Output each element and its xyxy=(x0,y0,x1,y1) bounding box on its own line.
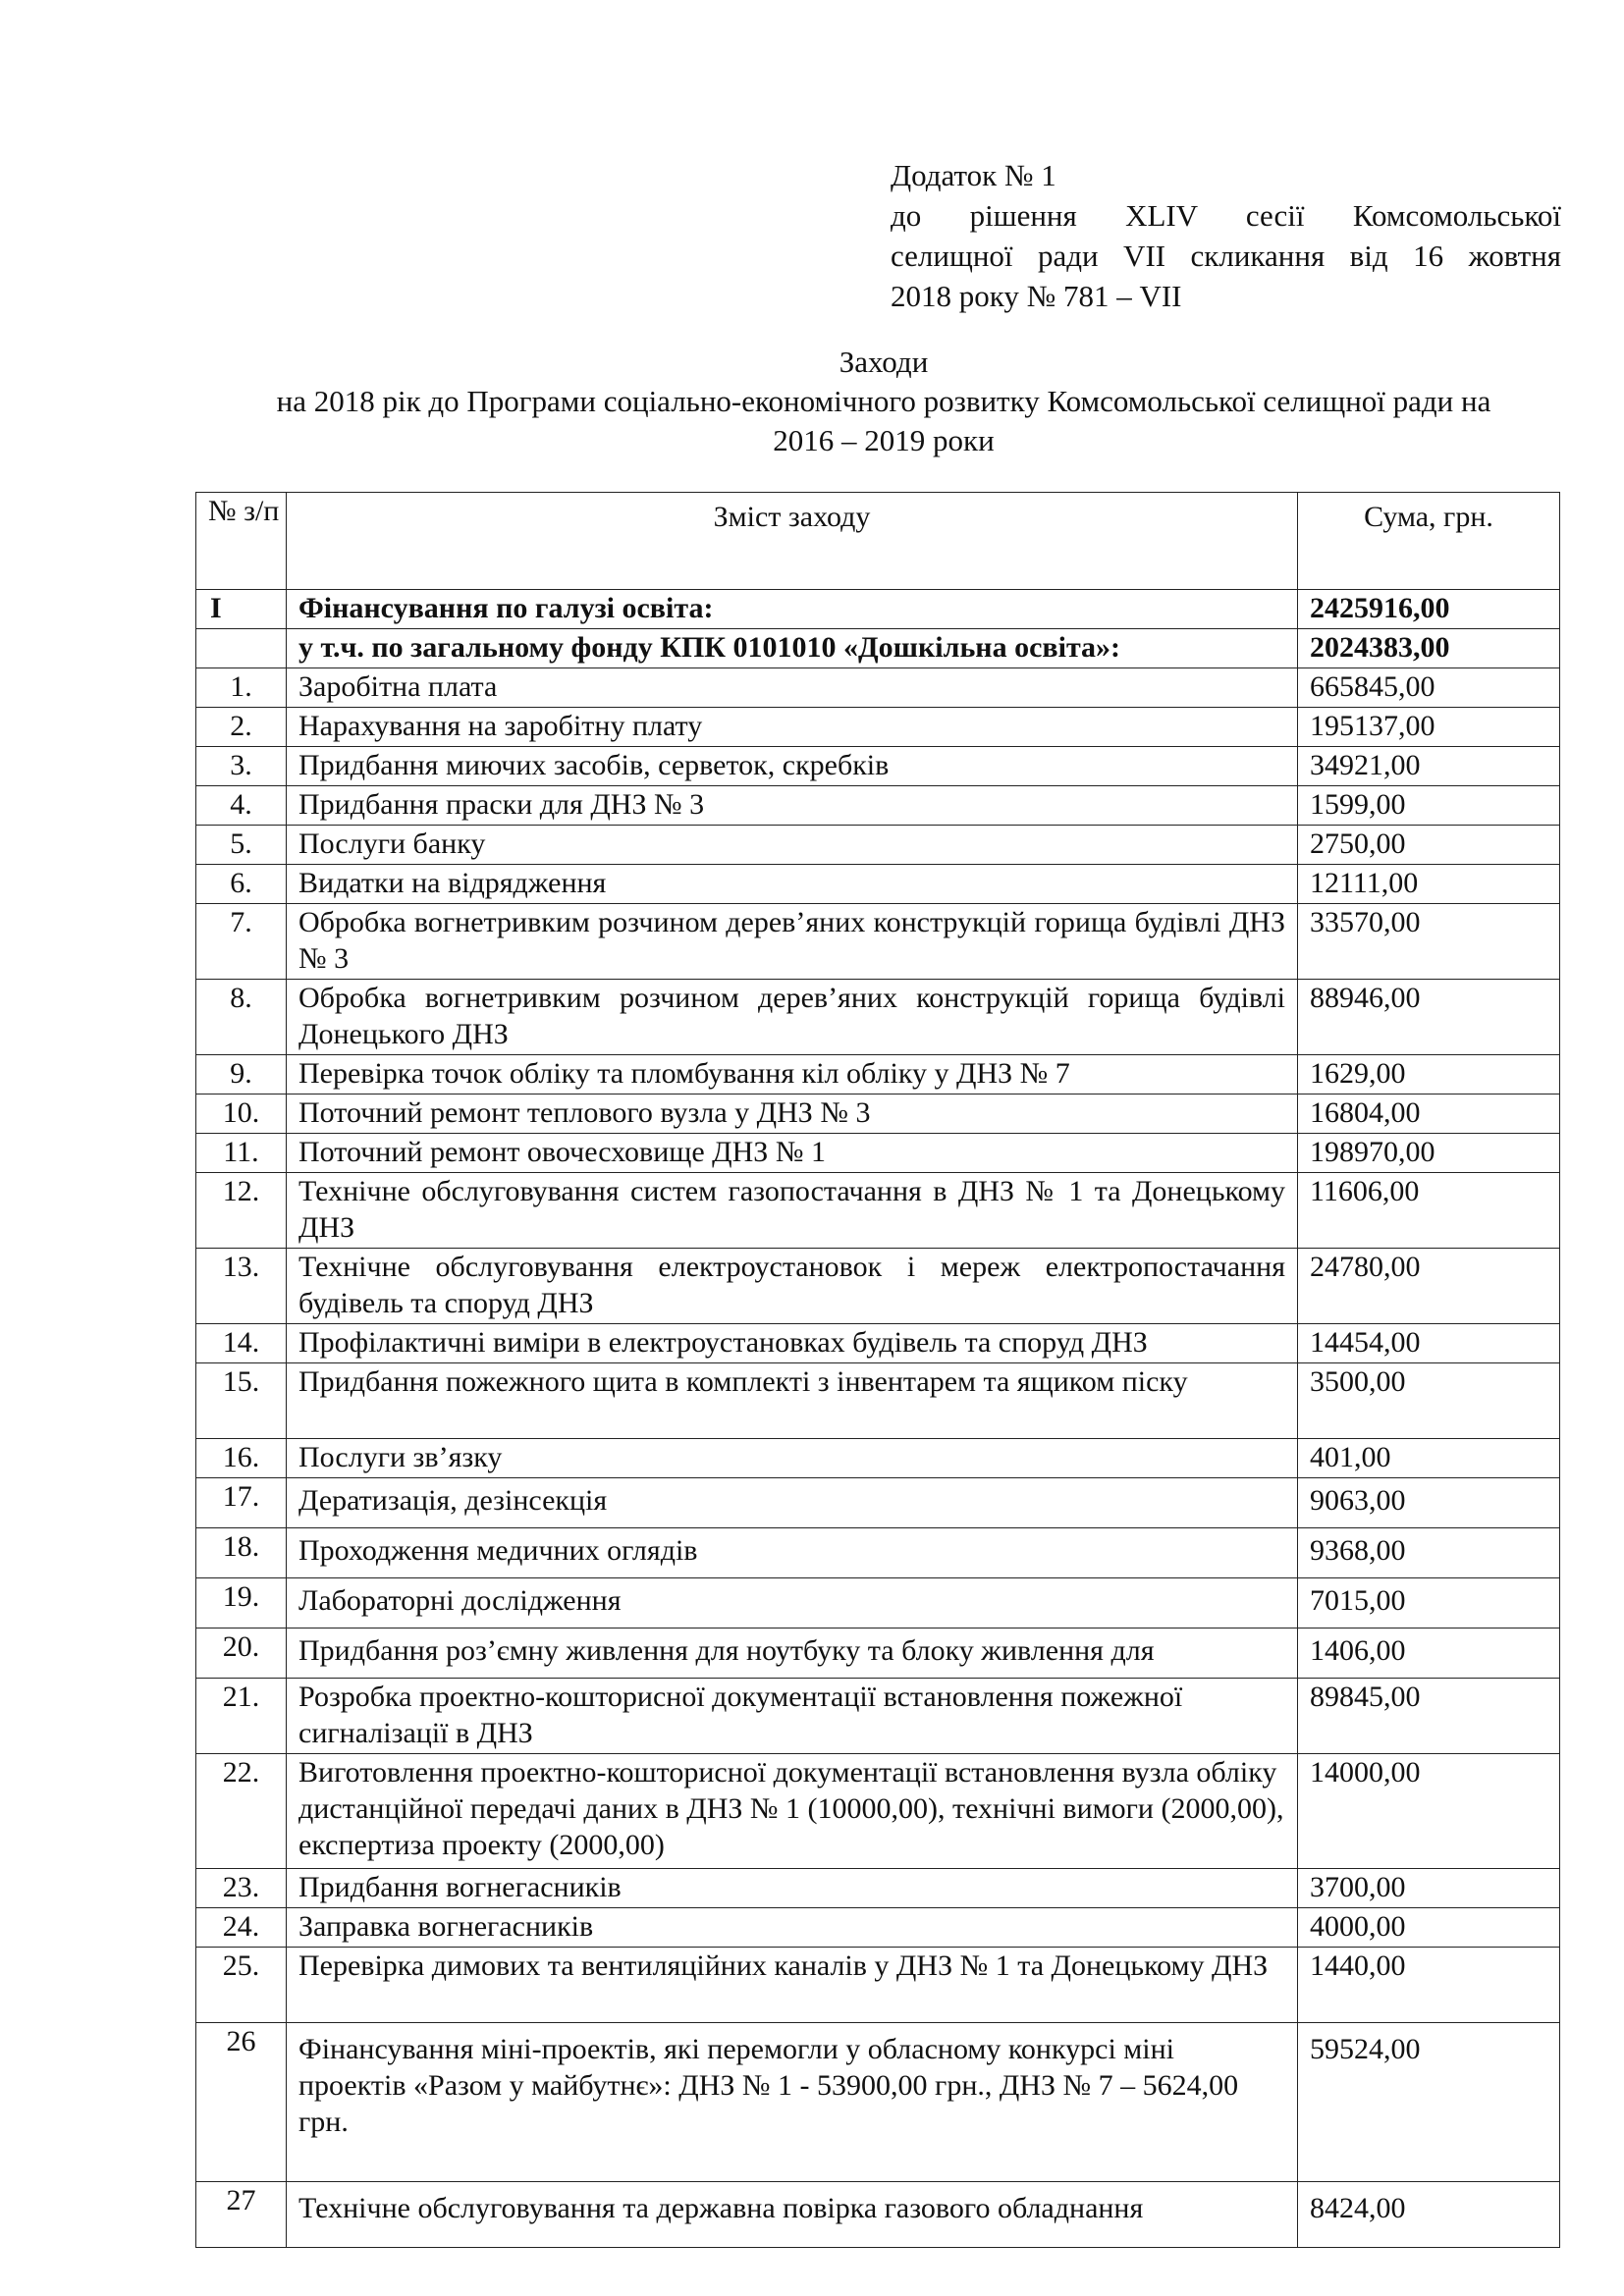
row-number: 20. xyxy=(196,1629,287,1679)
subsection-amount: 2024383,00 xyxy=(1298,629,1560,668)
appendix-number: Додаток № 1 xyxy=(891,158,1056,192)
row-number: 1. xyxy=(196,668,287,708)
row-description: Розробка проектно-кошторисної документації встановлення пожежної сигналізації в ДНЗ xyxy=(287,1679,1298,1754)
row-description: Дератизація, дезінсекція xyxy=(287,1478,1298,1528)
row-amount: 3500,00 xyxy=(1298,1363,1560,1439)
section-number: І xyxy=(196,590,287,629)
subsection-row xyxy=(196,629,1560,668)
row-description: Перевірка точок обліку та пломбування кіл обліку у ДНЗ № 7 xyxy=(287,1055,1298,1095)
row-number: 27 xyxy=(196,2182,287,2248)
row-amount: 7015,00 xyxy=(1298,1578,1560,1629)
row-description: Придбання праски для ДНЗ № 3 xyxy=(287,786,1298,826)
row-number: 15. xyxy=(196,1363,287,1439)
table-row xyxy=(196,1055,1560,1095)
table-row xyxy=(196,1754,1560,1869)
row-amount: 3700,00 xyxy=(1298,1869,1560,1908)
row-amount: 195137,00 xyxy=(1298,708,1560,747)
row-amount: 4000,00 xyxy=(1298,1908,1560,1948)
section-row xyxy=(196,590,1560,629)
row-description: Придбання пожежного щита в комплекті з інвентарем та ящиком піску xyxy=(287,1363,1298,1439)
row-amount: 1599,00 xyxy=(1298,786,1560,826)
heading-subtitle: на 2018 рік до Програми соціально-економічного розвитку Комсомольської селищної ради на xyxy=(276,384,1491,418)
row-amount: 1440,00 xyxy=(1298,1948,1560,2023)
row-number: 3. xyxy=(196,747,287,786)
row-description: Технічне обслуговування та державна повірка газового обладнання xyxy=(287,2182,1298,2248)
row-amount: 401,00 xyxy=(1298,1439,1560,1478)
row-description: Перевірка димових та вентиляційних каналів у ДНЗ № 1 та Донецькому ДНЗ xyxy=(287,1948,1298,2023)
row-number: 16. xyxy=(196,1439,287,1478)
row-number: 17. xyxy=(196,1478,287,1528)
row-amount: 14454,00 xyxy=(1298,1324,1560,1363)
row-amount: 14000,00 xyxy=(1298,1754,1560,1869)
table-row xyxy=(196,904,1560,980)
table-row xyxy=(196,708,1560,747)
row-number: 18. xyxy=(196,1528,287,1578)
appendix-council-line: селищної ради VII скликання від 16 жовтня xyxy=(891,239,1561,273)
row-number: 11. xyxy=(196,1134,287,1173)
table-row xyxy=(196,1324,1560,1363)
row-number: 26 xyxy=(196,2023,287,2182)
table-row xyxy=(196,1173,1560,1249)
row-amount: 9368,00 xyxy=(1298,1528,1560,1578)
appendix-reference xyxy=(891,155,1561,316)
row-number: 2. xyxy=(196,708,287,747)
row-number: 10. xyxy=(196,1095,287,1134)
row-description: Заправка вогнегасників xyxy=(287,1908,1298,1948)
row-description: Послуги банку xyxy=(287,826,1298,865)
row-number: 4. xyxy=(196,786,287,826)
table-row xyxy=(196,1439,1560,1478)
row-description: Фінансування міні-проектів, які перемогли у обласному конкурсі міні проектів «Разом у майбутнє»: ДНЗ № 1 - 53900,00 грн., ДНЗ № 7 – 5624,00 грн. xyxy=(287,2023,1298,2182)
row-amount: 11606,00 xyxy=(1298,1173,1560,1249)
row-number: 19. xyxy=(196,1578,287,1629)
appendix-date-line: 2018 року № 781 – VII xyxy=(891,279,1182,313)
table-row xyxy=(196,2182,1560,2248)
row-amount: 1629,00 xyxy=(1298,1055,1560,1095)
table-row xyxy=(196,1869,1560,1908)
table-row xyxy=(196,1134,1560,1173)
row-description: Поточний ремонт теплового вузла у ДНЗ № 3 xyxy=(287,1095,1298,1134)
table-row xyxy=(196,1908,1560,1948)
row-number: 12. xyxy=(196,1173,287,1249)
row-amount: 89845,00 xyxy=(1298,1679,1560,1754)
heading-years: 2016 – 2019 роки xyxy=(773,423,995,457)
row-description: Профілактичні виміри в електроустановках будівель та споруд ДНЗ xyxy=(287,1324,1298,1363)
row-amount: 1406,00 xyxy=(1298,1629,1560,1679)
row-amount: 24780,00 xyxy=(1298,1249,1560,1324)
row-description: Технічне обслуговування електроустановок і мереж електропостачання будівель та споруд ДНЗ xyxy=(287,1249,1298,1324)
subsection-number xyxy=(196,629,287,668)
row-description: Лабораторні дослідження xyxy=(287,1578,1298,1629)
row-description: Заробітна плата xyxy=(287,668,1298,708)
row-number: 24. xyxy=(196,1908,287,1948)
row-amount: 12111,00 xyxy=(1298,865,1560,904)
row-description: Виготовлення проектно-кошторисної документації встановлення вузла обліку дистанційної передачі даних в ДНЗ № 1 (10000,00), технічні вимоги (2000,00), експертиза проекту (2000,00) xyxy=(287,1754,1298,1869)
row-number: 21. xyxy=(196,1679,287,1754)
table-row xyxy=(196,668,1560,708)
measures-table xyxy=(195,492,1560,2248)
table-row xyxy=(196,1095,1560,1134)
row-number: 9. xyxy=(196,1055,287,1095)
section-amount: 2425916,00 xyxy=(1298,590,1560,629)
table-row xyxy=(196,1948,1560,2023)
row-description: Придбання вогнегасників xyxy=(287,1869,1298,1908)
table-row xyxy=(196,2023,1560,2182)
row-amount: 59524,00 xyxy=(1298,2023,1560,2182)
row-number: 23. xyxy=(196,1869,287,1908)
appendix-decision-line: до рішення XLIV сесії Комсомольської xyxy=(891,198,1561,233)
row-amount: 2750,00 xyxy=(1298,826,1560,865)
row-number: 14. xyxy=(196,1324,287,1363)
header-number: № з/п xyxy=(196,493,287,590)
table-row xyxy=(196,747,1560,786)
section-description: Фінансування по галузі освіта: xyxy=(287,590,1298,629)
row-number: 25. xyxy=(196,1948,287,2023)
table-row xyxy=(196,1478,1560,1528)
table-header-row xyxy=(196,493,1560,590)
row-number: 5. xyxy=(196,826,287,865)
table-row xyxy=(196,1363,1560,1439)
table-row xyxy=(196,980,1560,1055)
table-row xyxy=(196,826,1560,865)
row-description: Послуги зв’язку xyxy=(287,1439,1298,1478)
row-amount: 8424,00 xyxy=(1298,2182,1560,2248)
table-row xyxy=(196,1629,1560,1679)
row-amount: 198970,00 xyxy=(1298,1134,1560,1173)
table-row xyxy=(196,1679,1560,1754)
row-description: Проходження медичних оглядів xyxy=(287,1528,1298,1578)
table-row xyxy=(196,1249,1560,1324)
row-amount: 33570,00 xyxy=(1298,904,1560,980)
subsection-description: у т.ч. по загальному фонду КПК 0101010 «Дошкільна освіта»: xyxy=(287,629,1298,668)
row-description: Придбання миючих засобів, серветок, скребків xyxy=(287,747,1298,786)
row-number: 13. xyxy=(196,1249,287,1324)
row-description: Нарахування на заробітну плату xyxy=(287,708,1298,747)
row-amount: 88946,00 xyxy=(1298,980,1560,1055)
header-description: Зміст заходу xyxy=(287,493,1298,590)
row-description: Придбання роз’ємну живлення для ноутбуку та блоку живлення для xyxy=(287,1629,1298,1679)
row-amount: 16804,00 xyxy=(1298,1095,1560,1134)
header-amount: Сума, грн. xyxy=(1298,493,1560,590)
table-row xyxy=(196,786,1560,826)
table-row xyxy=(196,1528,1560,1578)
document-heading xyxy=(196,343,1571,460)
row-description: Технічне обслуговування систем газопостачання в ДНЗ № 1 та Донецькому ДНЗ xyxy=(287,1173,1298,1249)
row-number: 7. xyxy=(196,904,287,980)
row-description: Видатки на відрядження xyxy=(287,865,1298,904)
row-description: Поточний ремонт овочесховище ДНЗ № 1 xyxy=(287,1134,1298,1173)
row-description: Обробка вогнетривким розчином дерев’яних конструкцій горища будівлі Донецького ДНЗ xyxy=(287,980,1298,1055)
table-row xyxy=(196,865,1560,904)
row-amount: 34921,00 xyxy=(1298,747,1560,786)
row-number: 6. xyxy=(196,865,287,904)
row-number: 8. xyxy=(196,980,287,1055)
row-amount: 665845,00 xyxy=(1298,668,1560,708)
table-row xyxy=(196,1578,1560,1629)
row-amount: 9063,00 xyxy=(1298,1478,1560,1528)
heading-title: Заходи xyxy=(839,345,929,379)
row-number: 22. xyxy=(196,1754,287,1869)
row-description: Обробка вогнетривким розчином дерев’яних конструкцій горища будівлі ДНЗ № 3 xyxy=(287,904,1298,980)
